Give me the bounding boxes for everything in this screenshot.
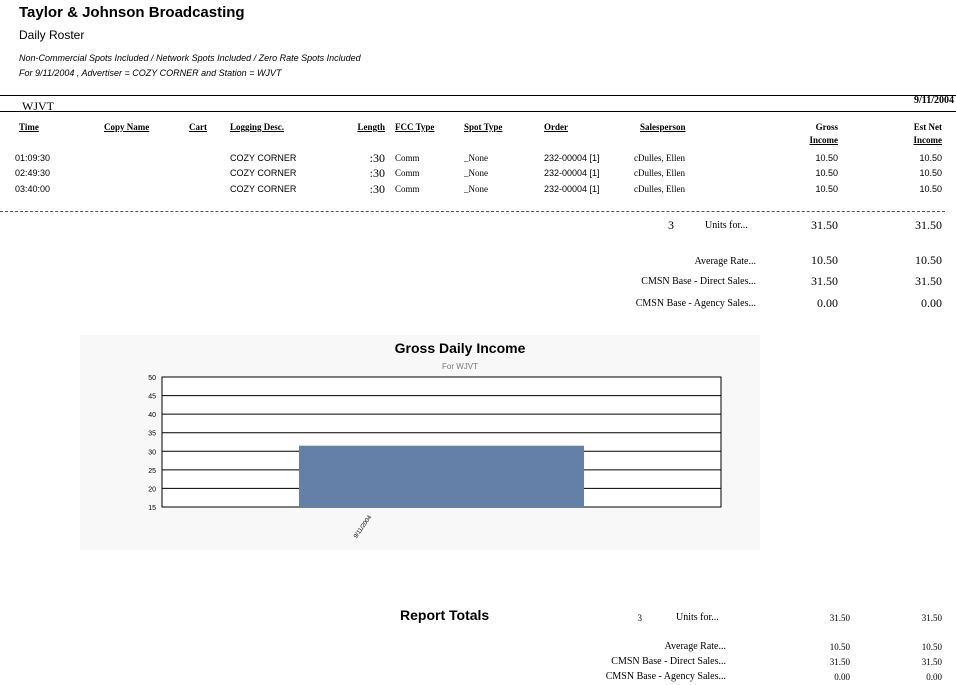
station-avg-gross: 10.50 — [811, 253, 838, 267]
report-title: Daily Roster — [19, 28, 85, 42]
gross-daily-income-chart — [80, 335, 760, 550]
chart-subtitle: For WJVT — [442, 362, 478, 371]
station-units-gross: 31.50 — [811, 218, 838, 232]
cell-gross: 10.50 — [815, 168, 838, 178]
col-order: Order — [544, 122, 568, 132]
cell-spot-type: _None — [464, 184, 488, 194]
cell-fcc-type: Comm — [395, 184, 420, 194]
cell-time: 02:49:30 — [15, 168, 51, 178]
report-units-gross: 31.50 — [829, 613, 850, 623]
report-agency-net: 0.00 — [926, 672, 942, 682]
report-direct-net: 31.50 — [921, 657, 942, 667]
station-agency-gross: 0.00 — [817, 296, 838, 310]
station-date: 9/11/2004 — [913, 95, 954, 106]
station-units-label: Units for... — [705, 220, 748, 231]
col-gross-line1: Gross — [815, 122, 838, 132]
cell-logging-desc: COZY CORNER — [230, 184, 297, 194]
report-agency-gross: 0.00 — [834, 672, 850, 682]
cell-order: 232-00004 [1] — [544, 153, 600, 163]
y-tick-label: 25 — [148, 467, 156, 475]
chart-title: Gross Daily Income — [394, 340, 526, 356]
report-direct-label: CMSN Base - Direct Sales... — [611, 656, 726, 667]
col-copy-name: Copy Name — [104, 122, 150, 132]
report-direct-gross: 31.50 — [829, 657, 850, 667]
cell-fcc-type: Comm — [395, 168, 420, 178]
cell-order: 232-00004 [1] — [544, 184, 600, 194]
y-tick-label: 20 — [148, 486, 156, 494]
y-tick-label: 40 — [148, 412, 156, 420]
y-tick-label: 30 — [148, 449, 156, 457]
report-totals-title: Report Totals — [400, 607, 490, 623]
y-tick-label: 45 — [148, 393, 156, 401]
report-units-net: 31.50 — [921, 613, 942, 623]
bar — [299, 446, 584, 507]
col-gross-line2: Income — [809, 135, 838, 145]
col-net-line1: Est Net — [913, 122, 942, 132]
cell-time: 01:09:30 — [15, 153, 51, 163]
col-spot-type: Spot Type — [464, 122, 503, 132]
col-net-line2: Income — [913, 135, 942, 145]
cell-salesperson: cDulles, Ellen — [634, 153, 685, 163]
station-top-rule — [0, 95, 956, 96]
report-units-count: 3 — [637, 613, 642, 623]
y-tick-label: 35 — [148, 430, 156, 438]
cell-gross: 10.50 — [815, 184, 838, 194]
station-agency-label: CMSN Base - Agency Sales... — [635, 298, 756, 309]
col-logging-desc: Logging Desc. — [230, 122, 284, 132]
cell-net: 10.50 — [919, 184, 942, 194]
cell-spot-type: _None — [464, 168, 488, 178]
y-tick-label: 50 — [148, 375, 156, 382]
station-agency-net: 0.00 — [921, 296, 942, 310]
report-units-label: Units for... — [676, 612, 719, 623]
col-length: Length — [357, 122, 385, 132]
col-cart: Cart — [189, 122, 207, 132]
col-salesperson: Salesperson — [640, 122, 686, 132]
col-time: Time — [19, 122, 39, 132]
station-units-net: 31.50 — [915, 218, 942, 232]
station-bottom-rule — [0, 111, 956, 112]
report-avg-net: 10.50 — [921, 642, 942, 652]
company-title: Taylor & Johnson Broadcasting — [19, 4, 245, 21]
x-tick-label: 9/11/2004 — [353, 514, 374, 540]
cell-length: :30 — [369, 182, 385, 196]
station-direct-gross: 31.50 — [811, 274, 838, 288]
col-fcc-type: FCC Type — [395, 122, 435, 132]
report-avg-label: Average Rate... — [664, 641, 726, 652]
cell-order: 232-00004 [1] — [544, 168, 600, 178]
station-avg-net: 10.50 — [915, 253, 942, 267]
cell-salesperson: cDulles, Ellen — [634, 184, 685, 194]
cell-net: 10.50 — [919, 153, 942, 163]
station-direct-label: CMSN Base - Direct Sales... — [641, 276, 756, 287]
report-avg-gross: 10.50 — [829, 642, 850, 652]
filter-line-1: Non-Commercial Spots Included / Network Spots Included / Zero Rate Spots Included — [19, 53, 361, 63]
station-units-count: 3 — [668, 218, 674, 232]
totals-separator — [0, 211, 945, 212]
cell-logging-desc: COZY CORNER — [230, 168, 297, 178]
cell-salesperson: cDulles, Ellen — [634, 168, 685, 178]
cell-logging-desc: COZY CORNER — [230, 153, 297, 163]
filter-line-2: For 9/11/2004 , Advertiser = COZY CORNER and Station = WJVT — [19, 68, 282, 78]
cell-length: :30 — [369, 151, 385, 165]
cell-fcc-type: Comm — [395, 153, 420, 163]
cell-length: :30 — [369, 166, 385, 180]
cell-spot-type: _None — [464, 153, 488, 163]
report-agency-label: CMSN Base - Agency Sales... — [605, 671, 726, 682]
station-direct-net: 31.50 — [915, 274, 942, 288]
station-avg-label: Average Rate... — [694, 256, 756, 267]
y-tick-label: 15 — [148, 505, 156, 512]
cell-time: 03:40:00 — [15, 184, 51, 194]
station-name: WJVT — [22, 99, 54, 113]
cell-gross: 10.50 — [815, 153, 838, 163]
cell-net: 10.50 — [919, 168, 942, 178]
